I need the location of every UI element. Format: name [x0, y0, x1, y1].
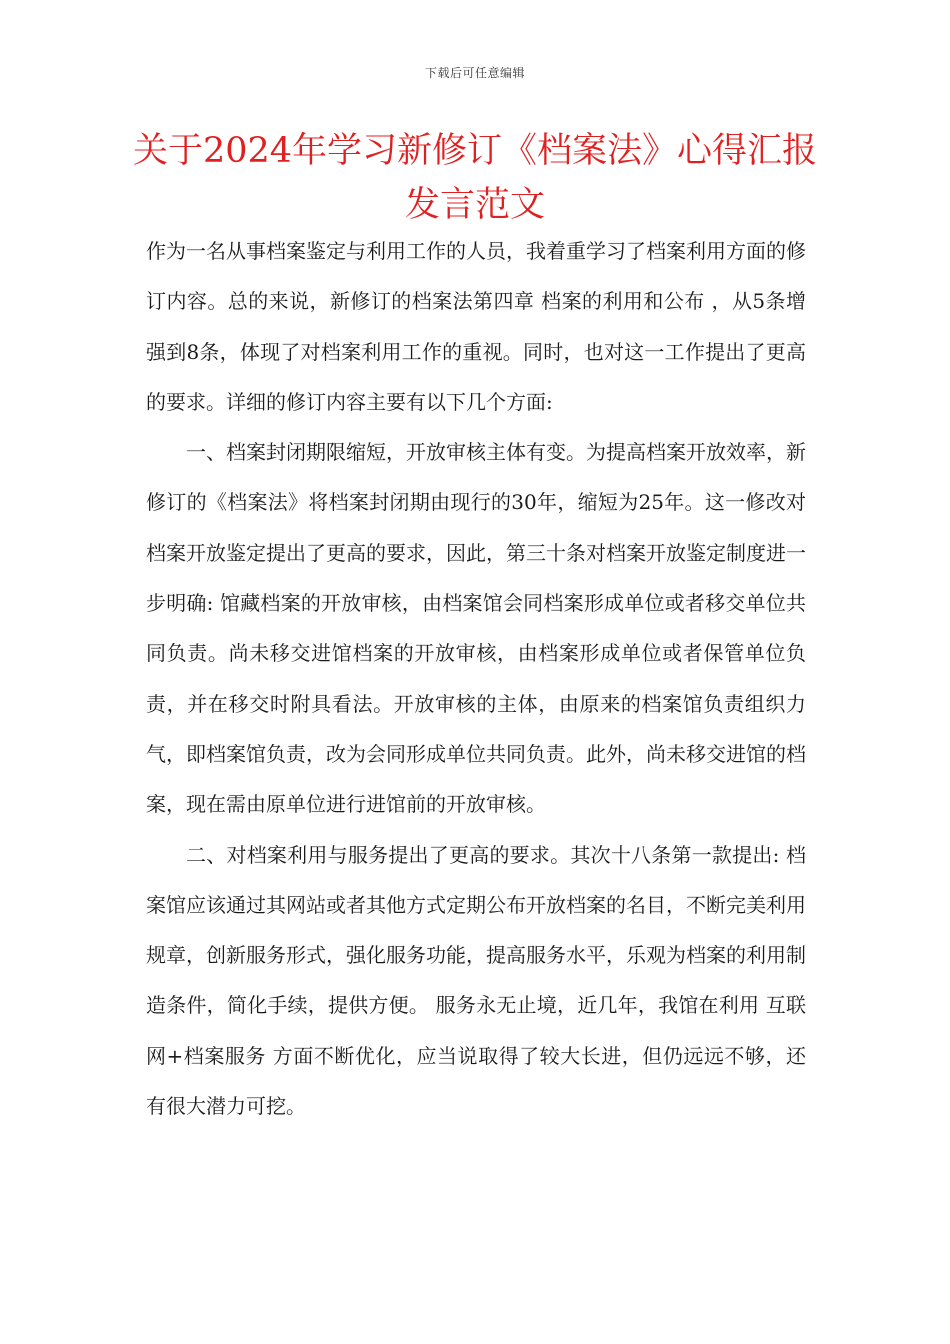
paragraph-intro: 作为一名从事档案鉴定与利用工作的人员，我着重学习了档案利用方面的修订内容。总的来说，新修订的档案法第四章 档案的利用和公布 ，从5条增强到8条，体现了对档案利用工作的重视。同时，也对这一工作提出了更高的要求。详细的修订内容主要有以下几个方面:	[146, 239, 806, 414]
header-note: 下载后可任意编辑	[424, 66, 525, 80]
paragraph-point-one: 一、档案封闭期限缩短，开放审核主体有变。为提高档案开放效率，新修订的《档案法》将档案封闭期由现行的30年，缩短为25年。这一修改对档案开放鉴定提出了更高的要求，因此，第三十条对档案开放鉴定制度进一步明确: 馆藏档案的开放审核，由档案馆会同档案形成单位或者移交单位共同负责。尚未移交进馆档案的开放审核，由档案形成单位或者保管单位负责，并在移交时附具看法。开放审核的主体，由原来的档案馆负责组织力气，即档案馆负责，改为会同形成单位共同负责。此外，尚未移交进馆的档案，现在需由原单位进行进馆前的开放审核。	[146, 440, 806, 817]
document-title: 关于2024年学习新修订《档案法》心得汇报发言范文	[132, 131, 818, 225]
paragraph-point-two: 二、对档案利用与服务提出了更高的要求。其次十八条第一款提出: 档案馆应该通过其网站或者其他方式定期公布开放档案的名目，不断完美利用规章，创新服务形式，强化服务功能，提高服务水平，乐观为档案的利用制造条件，简化手续，提供方便。 服务永无止境，近几年，我馆在利用 互联网+档案服务 方面不断优化，应当说取得了较大长进，但仍远远不够，还有很大潜力可挖。	[146, 842, 806, 1119]
document-body	[146, 226, 806, 1131]
